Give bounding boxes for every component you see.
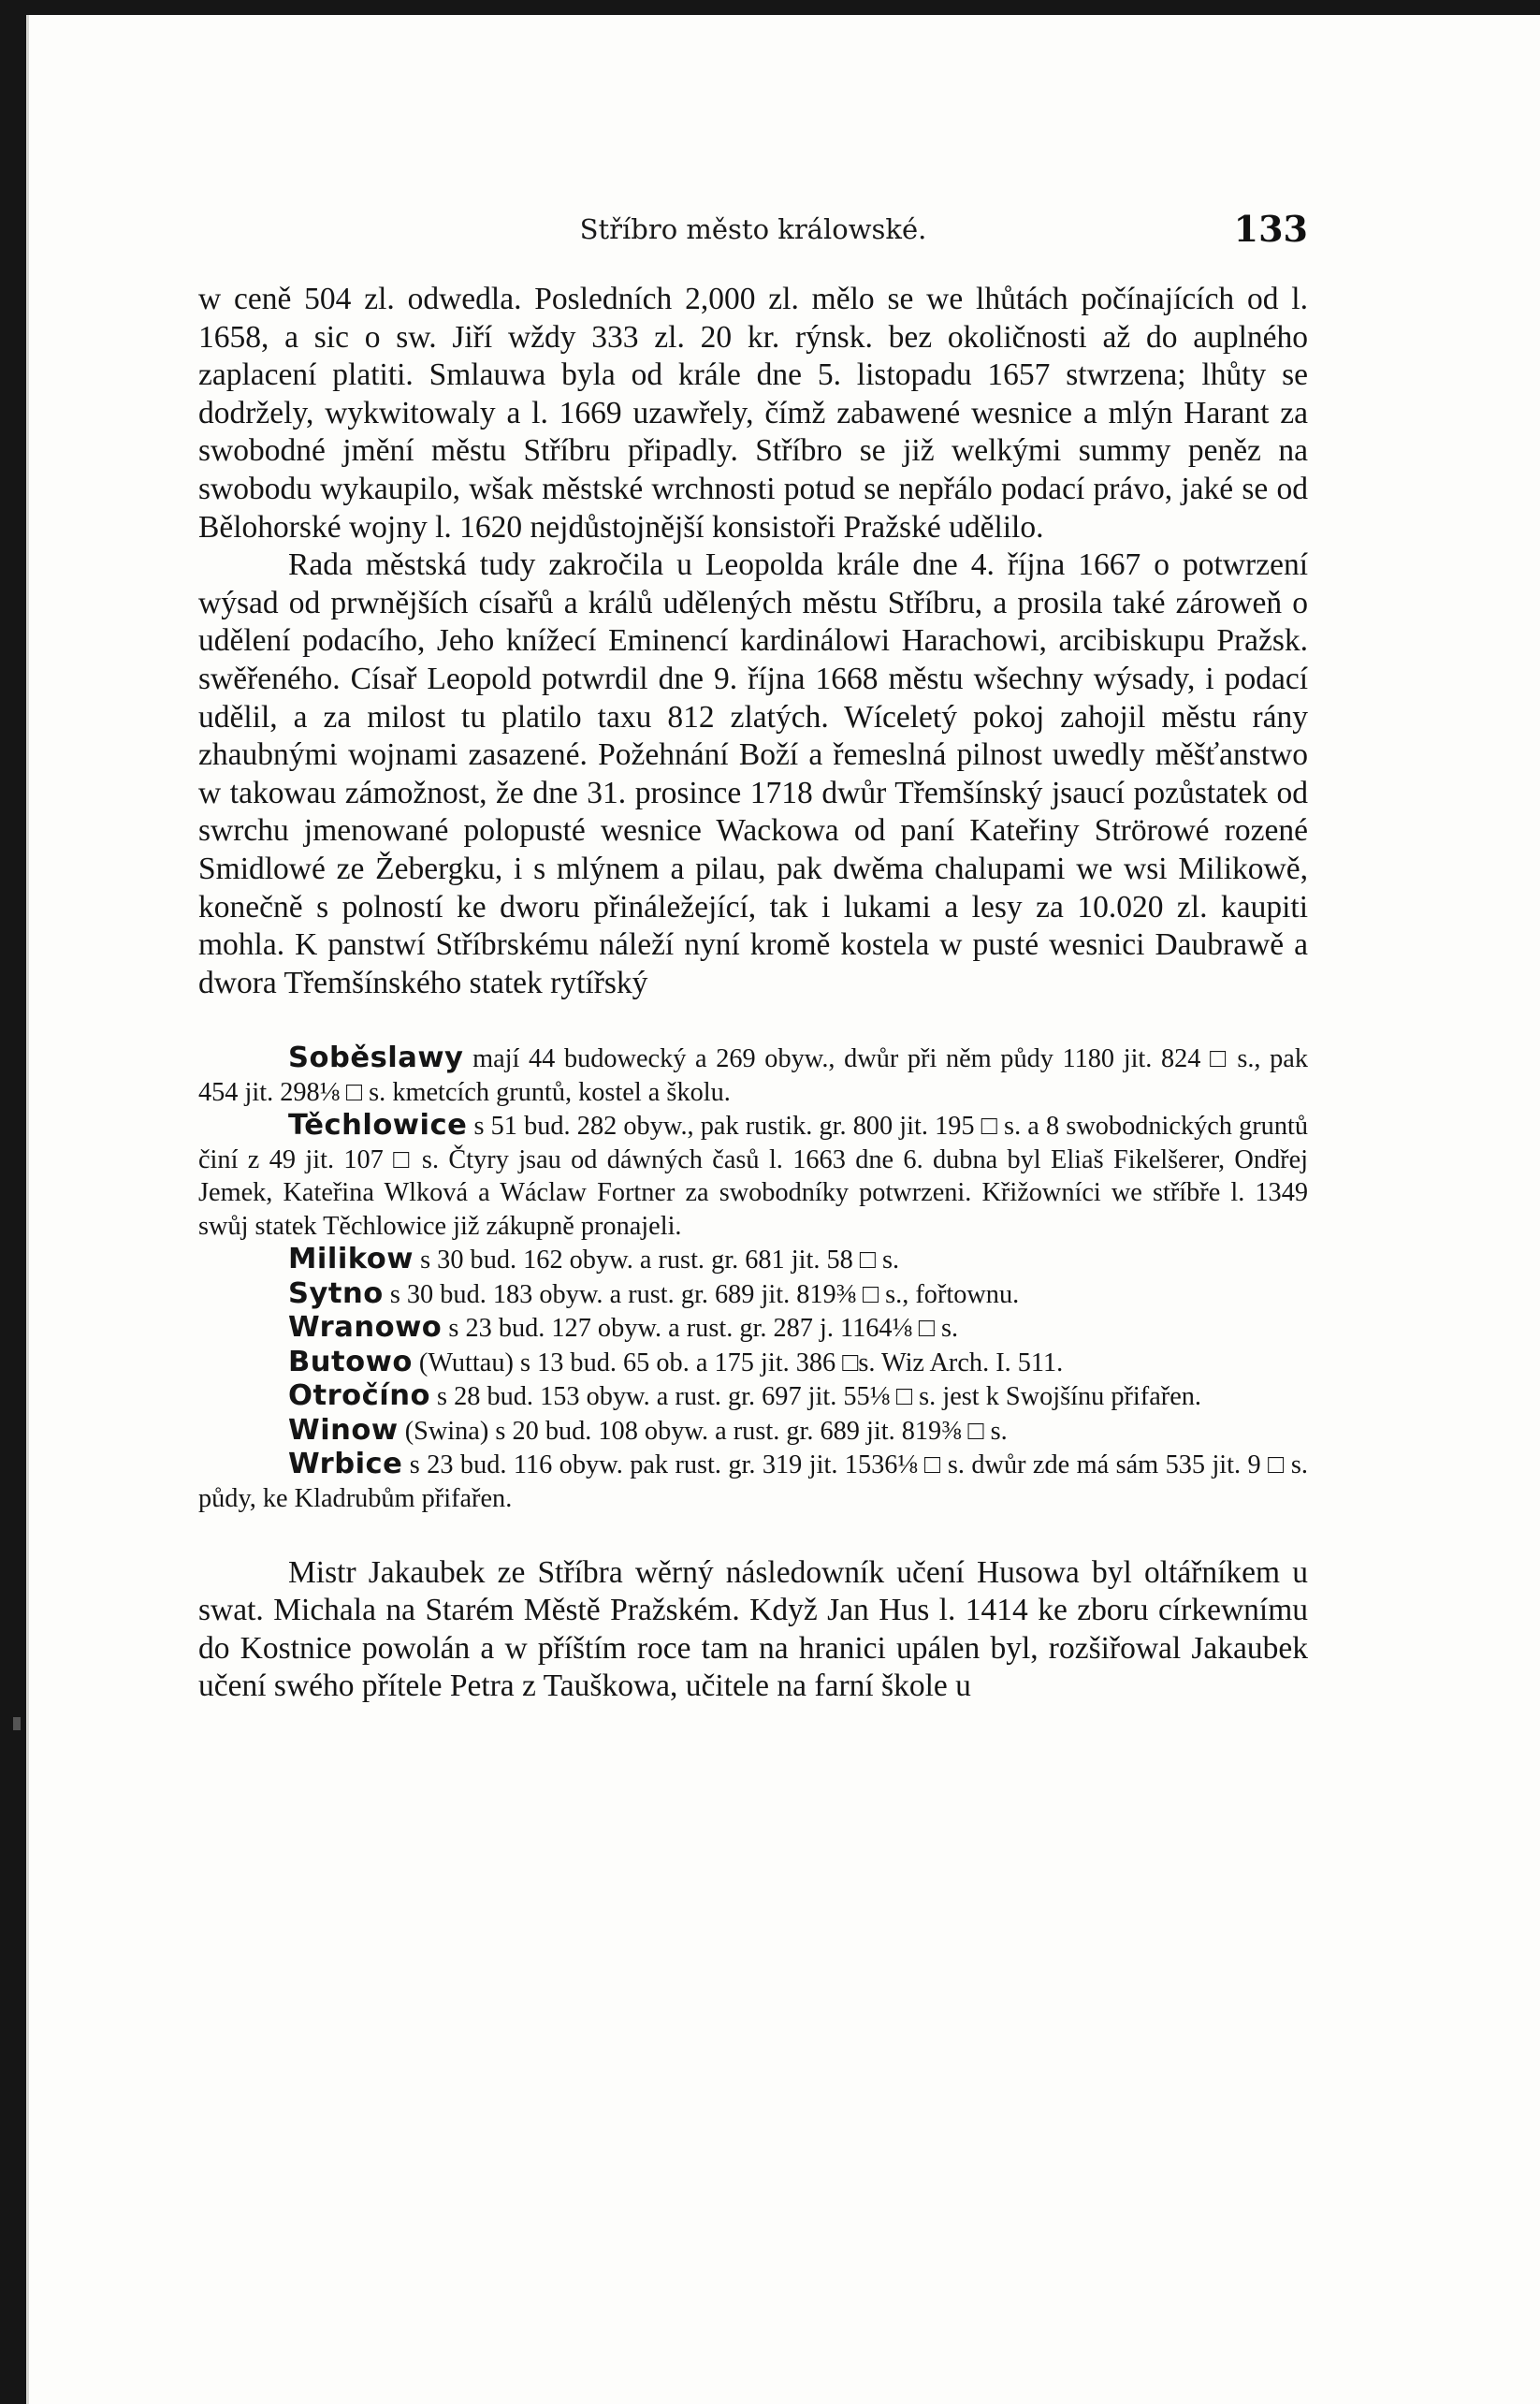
village-text: (Swina) s 20 bud. 108 obyw. a rust. gr. 689 jit. 819⅜ □ s. [398,1416,1008,1446]
running-title: Stříbro město králowské. [579,213,927,245]
village-entry [198,1042,1308,1109]
paragraph-2: Rada městská tudy zakročila u Leopolda krále dne 4. října 1667 o potwrzení wýsad od prwnějších císařů a králů udělených městu Stříbru, a prosila také zároweň o udělení podacího, Jeho knížecí Eminencí kardinálowi Harachowi, arcibiskupu Pražsk. swěřeného. Císař Leopold potwrdil dne 9. října 1668 městu wšechny wýsady, i podací udělil, a za milost tu platilo taxu 812 zlatých. Wíceletý pokoj zahojil městu rány zhaubnými wojnami zasazené. Požehnání Boží a řemeslná pilnost uwedly měšťanstwo w takowau zámožnost, že dne 31. prosince 1718 dwůr Třemšínský jsaucí pozůstatek od swrchu jmenowané polopusté wesnice Wackowa od paní Kateřiny Strörowé rozené Smidlowé ze Žebergku, i s mlýnem a pilau, pak dwěma chalupami we wsi Milikowě, konečně s polností ke dworu přináležející, tak i lukami a lesy za 10.020 zl. kaupiti mohla. K panstwí Stříbrskému náleží nyní kromě kostela w pusté wesnici Daubrawě a dwora Třemšínského statek rytířský [198,547,1308,1000]
village-name: Milikow [288,1243,414,1276]
village-text: s 23 bud. 116 obyw. pak rust. gr. 319 jit. 1536⅛ □ s. dwůr zde má sám 535 jit. 9 □ s. půdy, ke Kladrubům přifařen. [198,1450,1308,1513]
village-name: Wranowo [288,1311,443,1345]
village-text: s 51 bud. 282 obyw., pak rustik. gr. 800 jit. 195 □ s. a 8 swobodnických gruntů činí z 49 jit. 107 □ s. Čtyry jsau od dáwných časů l. 1663 dne 6. dubna byl Eliaš Fikelšerer, Ondřej Jemek, Kateřina Wlková a Wáclaw Fortner za swobodníky potwrzeni. Křižowníci we stříbře l. 1349 swůj statek Těchlowice již zákupně pronajeli. [198,1112,1308,1241]
margin-mark [13,1717,21,1730]
village-text: s 30 bud. 162 obyw. a rust. gr. 681 jit. 58 □ s. [414,1246,900,1275]
closing-paragraph: Mistr Jakaubek ze Stříbra wěrný následowník učení Husowa byl oltářníkem u swat. Michala na Starém Městě Pražském. Když Jan Hus l. 1414 ke zboru církewnímu do Kostnice powolán a w příštím roce tam na hranici upálen byl, rozšiřowal Jakaubek učení swého přítele Petra z Tauškowa, učitele na farní škole u [198,1555,1308,1703]
village-text: mají 44 budowecký a 269 obyw., dwůr při něm půdy 1180 jit. 824 □ s., pak 454 jit. 298⅛ □ s. kmetcích gruntů, kostel a školu. [198,1044,1308,1107]
village-name: Soběslawy [288,1042,464,1075]
village-list [198,1042,1308,1515]
village-text: s 23 bud. 127 obyw. a rust. gr. 287 j. 1164⅛ □ s. [442,1314,959,1344]
paragraph-1: w ceně 504 zl. odwedla. Posledních 2,000 zl. mělo se we lhůtách počínajících od l. 1658, a sic o sw. Jiří wždy 333 zl. 20 kr. rýnsk. bez okoličnosti až do auplného zaplacení platiti. Smlauwa byla od krále dne 5. listopadu 1657 stwrzena; lhůty se dodržely, wykwitowaly a l. 1669 uzawřely, čímž zabawené wesnice a mlýn Harant za swobodné jmění městu Stříbru připadly. Stříbro se již welkými summy peněz na swobodu wykaupilo, wšak městské wrchnosti potud se nepřálo podací právo, jaké se od Bělohorské wojny l. 1620 nejdůstojnější konsistoři Pražské udělilo. [198,282,1308,545]
village-name: Butowo [288,1345,413,1378]
village-entry [198,1414,1308,1449]
village-text: (Wuttau) s 13 bud. 65 ob. a 175 jit. 386 □s. Wiz Arch. I. 511. [412,1348,1064,1377]
page-number: 133 [1233,208,1308,250]
village-text: s 30 bud. 183 obyw. a rust. gr. 689 jit. 819⅜ □ s., fořtownu. [383,1279,1020,1309]
village-name: Wrbice [288,1448,403,1481]
village-entry [198,1346,1308,1380]
village-entry [198,1311,1308,1346]
village-name: Winow [288,1413,399,1447]
page-body [198,281,1308,1705]
village-name: Otročíno [288,1379,430,1413]
village-entry [198,1448,1308,1515]
village-entry [198,1243,1308,1277]
village-name: Sytno [288,1276,384,1310]
scan-edge [26,15,29,2404]
village-name: Těchlowice [288,1109,468,1143]
village-entry [198,1277,1308,1312]
village-entry [198,1109,1308,1243]
village-entry [198,1379,1308,1414]
page-header [198,208,1308,258]
village-text: s 28 bud. 153 obyw. a rust. gr. 697 jit. 55⅛ □ s. jest k Swojšínu přifařen. [429,1382,1201,1412]
